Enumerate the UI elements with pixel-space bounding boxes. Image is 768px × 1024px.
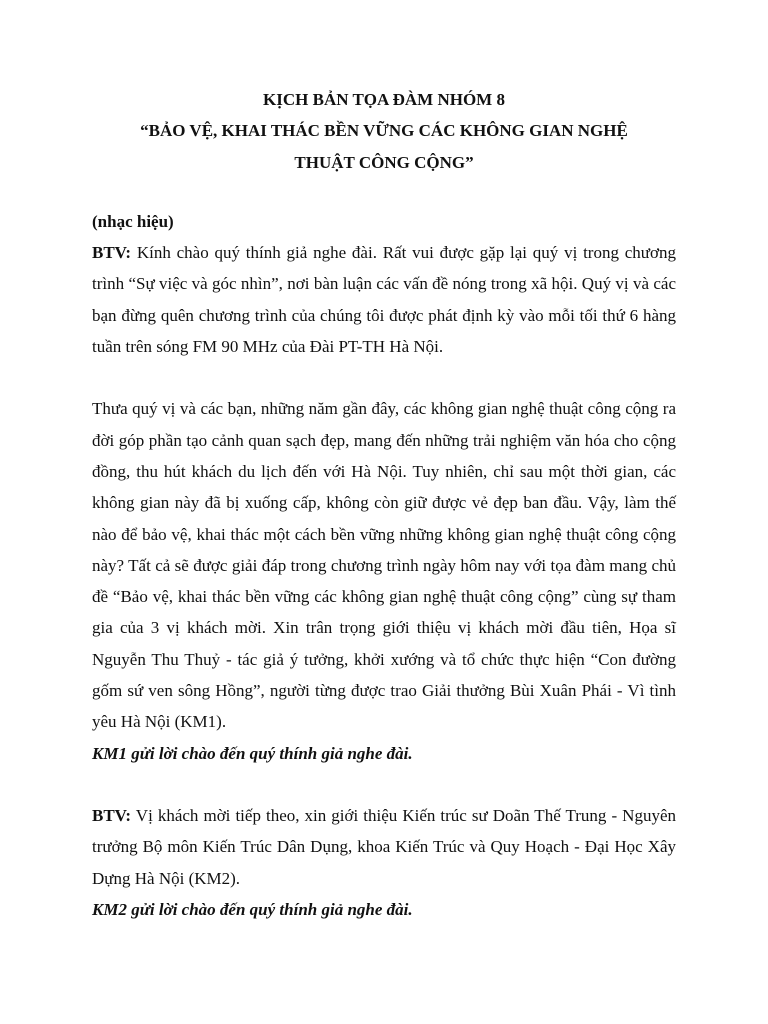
speaker-label: BTV: (92, 243, 132, 263)
title-line-3: THUẬT CÔNG CỘNG” (294, 152, 474, 172)
km1-greeting: KM1 gửi lời chào đến quý thính giả nghe đài. (92, 743, 413, 763)
km2-greeting: KM2 gửi lời chào đến quý thính giả nghe đài. (92, 899, 413, 919)
paragraph-spacer (92, 769, 676, 800)
body-paragraph: Thưa quý vị và các bạn, những năm gần đây, các không gian nghệ thuật công cộng ra đời góp phần tạo cảnh quan sạch đẹp, mang đến những trải nghiệm văn hóa cho cộng đồng, thu hút khách du lịch đến với Hà Nội. Tuy nhiên, chỉ sau một thời gian, các không gian này đã bị xuống cấp, không còn giữ được vẻ đẹp ban đầu. Vậy, làm thế nào để bảo vệ, khai thác một cách bền vững những không gian nghệ thuật công cộng này? Tất cả sẽ được giải đáp trong chương trình ngày hôm nay với tọa đàm mang chủ đề “Bảo vệ, khai thác bền vững các không gian nghệ thuật công cộng” cùng sự tham gia của 3 vị khách mời. Xin trân trọng giới thiệu vị khách mời đầu tiên, Họa sĩ Nguyễn Thu Thuỷ - tác giả ý tưởng, khởi xướng và tổ chức thực hiện “Con đường gốm sứ ven sông Hồng”, người từng được trao Giải thưởng Bùi Xuân Phái - Vì tình yêu Hà Nội (KM1). (92, 399, 676, 732)
intro2-paragraph (92, 800, 676, 894)
intro-paragraph (92, 237, 676, 362)
title-line-1: KỊCH BẢN TỌA ĐÀM NHÓM 8 (263, 90, 505, 109)
music-cue: (nhạc hiệu) (92, 211, 174, 231)
document-page (92, 84, 676, 925)
intro-text: Kính chào quý thính giả nghe đài. Rất vui được gặp lại quý vị trong chương trình “Sự việc và góc nhìn”, nơi bàn luận các vấn đề nóng trong xã hội. Quý vị và các bạn đừng quên chương trình của chúng tôi được phát định kỳ vào mỗi tối thứ 6 hàng tuần trên sóng FM 90 MHz của Đài PT-TH Hà Nội. (92, 243, 676, 357)
title-line-2: “BẢO VỆ, KHAI THÁC BỀN VỮNG CÁC KHÔNG GIAN NGHỆ (140, 121, 628, 141)
paragraph-spacer (92, 362, 676, 393)
speaker-label: BTV: (92, 805, 132, 825)
document-title (92, 84, 676, 178)
intro2-text: Vị khách mời tiếp theo, xin giới thiệu Kiến trúc sư Doãn Thế Trung - Nguyên trưởng Bộ môn Kiến Trúc Dân Dụng, khoa Kiến Trúc và Quy Hoạch - Đại Học Xây Dựng Hà Nội (KM2). (92, 805, 676, 888)
